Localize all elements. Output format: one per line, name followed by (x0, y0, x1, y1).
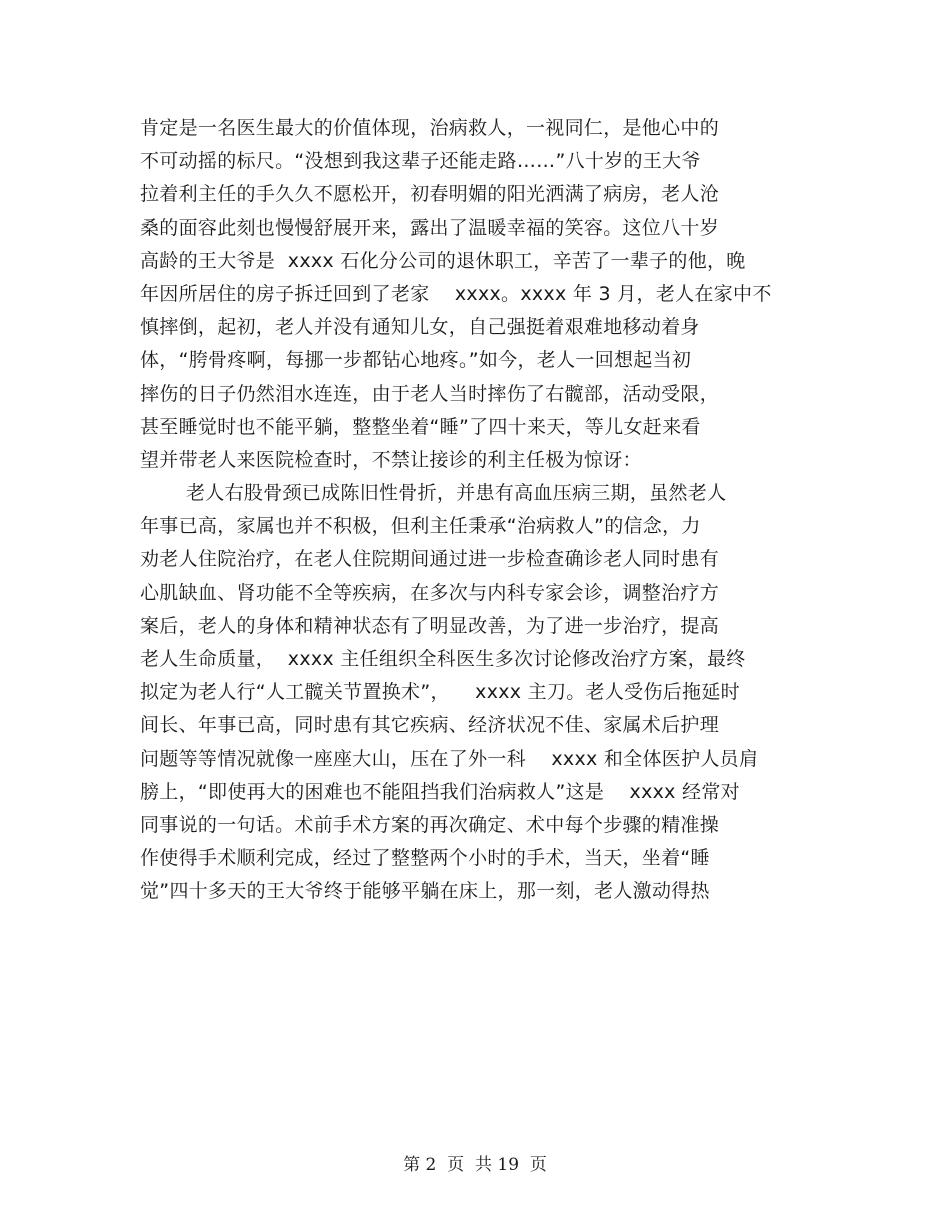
text-line: 甚至睡觉时也不能平躺，整整坐着“睡”了四十来天，等儿女赶来看 (140, 415, 701, 438)
text-line: 劝老人住院治疗，在老人住院期间通过进一步检查确诊老人同时患有 (140, 548, 720, 571)
text-line: 间长、年事已高，同时患有其它疾病、经济状况不佳、家属术后护理 (140, 714, 720, 737)
text-line: 体，“胯骨疼啊，每挪一步都钻心地疼。”如今，老人一回想起当初 (140, 349, 692, 372)
page-footer: 第 2 页 共 19 页 (403, 1155, 547, 1175)
text-line: 不可动摇的标尺。“没想到我这辈子还能走路……”八十岁的王大爷 (140, 150, 701, 173)
text-line: 年事已高，家属也并不积极，但利主任秉承“治病救人”的信念，力 (140, 515, 701, 538)
text-line: 觉”四十多天的王大爷终于能够平躺在床上，那一刻，老人激动得热 (140, 880, 710, 903)
text-line: 桑的面容此刻也慢慢舒展开来，露出了温暖幸福的笑容。这位八十岁 (140, 216, 720, 239)
text-line: 拉着利主任的手久久不愿松开，初春明媚的阳光洒满了病房，老人沧 (140, 183, 720, 206)
text-line: 问题等等情况就像一座座大山，压在了外一科 xxxx 和全体医护人员肩 (140, 747, 759, 770)
text-line: 慎摔倒，起初，老人并没有通知儿女，自己强挺着艰难地移动着身 (140, 316, 700, 339)
text-line: 作使得手术顺利完成，经过了整整两个小时的手术，当天，坐着“睡 (140, 847, 710, 870)
text-line: 案后，老人的身体和精神状态有了明显改善，为了进一步治疗，提高 (140, 614, 720, 637)
text-line: 拟定为老人行“人工髋关节置换术”， xxxx 主刀。老人受伤后拖延时 (140, 681, 740, 704)
text-line: 摔伤的日子仍然泪水连连，由于老人当时摔伤了右髋部，活动受限， (140, 382, 720, 405)
text-line: 同事说的一句话。术前手术方案的再次确定、术中每个步骤的精准操 (140, 813, 720, 836)
text-line: 高龄的王大爷是 xxxx 石化分公司的退休职工，辛苦了一辈子的他，晚 (140, 249, 746, 272)
text-line: 望并带老人来医院检查时，不禁让接诊的利主任极为惊讶： (140, 448, 642, 471)
document-body (140, 112, 820, 909)
text-line: 膀上，“即使再大的困难也不能阻挡我们治病救人”这是 xxxx 经常对 (140, 780, 740, 803)
text-line: 老人生命质量， xxxx 主任组织全科医生多次讨论修改治疗方案，最终 (140, 648, 746, 670)
text-line: 肯定是一名医生最大的价值体现，治病救人，一视同仁，是他心中的 (140, 117, 720, 139)
text-line: 年因所居住的房子拆迁回到了老家 xxxx。xxxx 年 3 月，老人在家中不 (140, 282, 772, 305)
text-line: 老人右股骨颈已成陈旧性骨折，并患有高血压病三期，虽然老人 (186, 482, 727, 505)
text-line: 心肌缺血、肾功能不全等疾病，在多次与内科专家会诊，调整治疗方 (140, 581, 720, 604)
